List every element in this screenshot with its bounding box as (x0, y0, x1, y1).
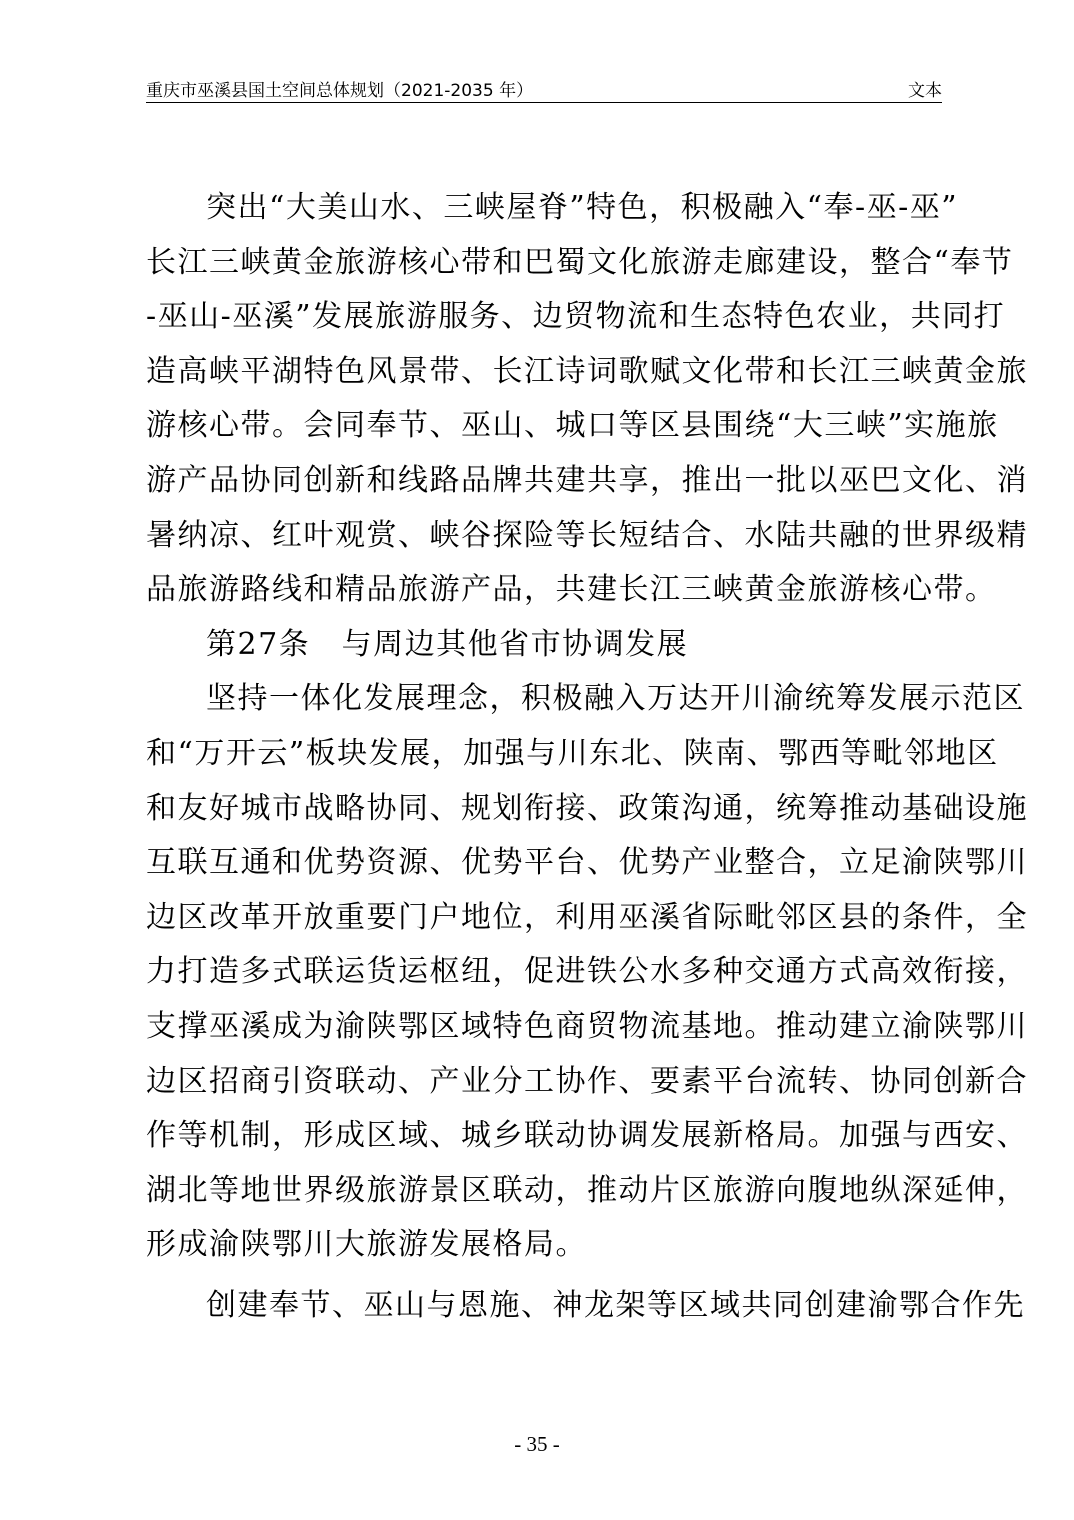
page-number: - 35 - (514, 1432, 560, 1456)
text-line: 游核心带。会同奉节、巫山、城口等区县围绕“大三峡”实施旅 (146, 408, 999, 444)
text-line: 作等机制，形成区域、城乡联动协调发展新格局。加强与西安、 (146, 1118, 1028, 1154)
text-line: 湖北等地世界级旅游景区联动，推动片区旅游向腹地纵深延伸， (146, 1172, 1028, 1208)
text-line: 和友好城市战略协同、规划衔接、政策沟通，统筹推动基础设施 (146, 790, 1028, 826)
text-line: 游产品协同创新和线路品牌共建共享，推出一批以巫巴文化、消 (146, 462, 1028, 498)
text-line: 暑纳凉、红叶观赏、峡谷探险等长短结合、水陆共融的世界级精 (146, 517, 1028, 553)
text-line: 互联互通和优势资源、优势平台、优势产业整合，立足渝陕鄂川 (146, 845, 1028, 881)
text-line: 造高峡平湖特色风景带、长江诗词歌赋文化带和长江三峡黄金旅 (146, 353, 1028, 389)
text-line: 支撑巫溪成为渝陕鄂区域特色商贸物流基地。推动建立渝陕鄂川 (146, 1008, 1028, 1044)
text-line: 边区改革开放重要门户地位，利用巫溪省际毗邻区县的条件，全 (146, 899, 1028, 935)
text-line: 形成渝陕鄂川大旅游发展格局。 (146, 1227, 587, 1263)
text-line: 突出“大美山水、三峡屋脊”特色，积极融入“奉-巫-巫” (206, 190, 959, 225)
text-line: 和“万开云”板块发展，加强与川东北、陕南、鄂西等毗邻地区 (146, 735, 999, 771)
body-text (146, 181, 1028, 1333)
text-line: 坚持一体化发展理念，积极融入万达开川渝统筹发展示范区 (206, 681, 1025, 717)
text-line: -巫山-巫溪”发展旅游服务、边贸物流和生态特色农业，共同打 (146, 299, 1006, 335)
text-line: 长江三峡黄金旅游核心带和巴蜀文化旅游走廊建设，整合“奉节 (146, 244, 1014, 280)
text-line: 品旅游路线和精品旅游产品，共建长江三峡黄金旅游核心带。 (146, 572, 997, 608)
page-header (146, 70, 942, 103)
document-type-label: 文本 (908, 81, 942, 101)
document-title: 重庆市巫溪县国土空间总体规划（2021-2035 年） (146, 81, 534, 101)
text-line: 边区招商引资联动、产业分工协作、要素平台流转、协同创新合 (146, 1063, 1028, 1099)
text-line: 创建奉节、巫山与恩施、神龙架等区域共同创建渝鄂合作先 (206, 1287, 1025, 1323)
article-heading: 第27条 与周边其他省市协调发展 (206, 626, 689, 662)
text-line: 力打造多式联运货运枢纽，促进铁公水多种交通方式高效衔接， (146, 954, 1028, 990)
